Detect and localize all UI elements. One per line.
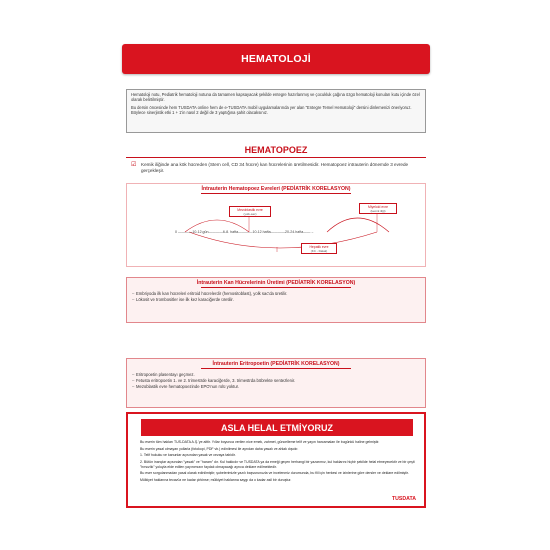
check-item-text: Kemik iliğinde ana kök hücreden (Stem cell, CD 34 hücre) kan hücrelerinin üretilmesidir. Hematopoez intrauterin dönemde 3 evrede gerçekleşir. xyxy=(141,162,409,173)
myeloid-label: Miyeloid evre (kemik iliği) xyxy=(359,203,397,214)
section-title: HEMATOPOEZ xyxy=(244,145,308,155)
list-item: – Mezoblastik evre hematopoezinde EPO'nun rolü yoktur. xyxy=(132,384,420,390)
list-item: – Eritropoetin plasentayı geçmez. xyxy=(132,372,420,378)
page-title: HEMATOLOJİ xyxy=(241,53,311,65)
notice-body xyxy=(140,440,416,484)
notice-signature: TUSDATA xyxy=(391,496,416,502)
section-divider xyxy=(126,157,426,158)
timeline-box xyxy=(126,183,426,267)
list-item: – Embriyoda ilk kan hücreleri eritroid hücrelerdir (hemositoblast), yolk sac'da üretilir. xyxy=(132,291,420,297)
checkbox-icon: ☑ xyxy=(131,162,137,168)
timeline-heading: İntrauterin Hematopoez Evreleri (PEDİATRİK KORELASYON) xyxy=(201,186,351,192)
intro-paragraph-1: Hematoloji notu, Pediatrik hematoloji notuna da tamamen kapsayacak şekilde entegre hazırlanmış ve çocukluk çağına özgü hematoloji konuları kutu içinde özel olarak belirtilmiştir. xyxy=(131,92,420,103)
check-item xyxy=(131,162,421,174)
mesoblastic-label: Mezoblastik evre (yolk-sac) xyxy=(229,206,271,217)
copyright-notice xyxy=(126,412,426,508)
document-page xyxy=(117,42,435,510)
list-item: – Lökosit ve trombositler ise ilk kez karaciğerde üretilir. xyxy=(132,297,420,303)
list-item: – Fetusta eritropoetin 1. ve 2. trimestrde karaciğerde, 3. trimestrda böbrekte sentezlenir. xyxy=(132,378,420,384)
production-heading: İntrauterin Kan Hücrelerinin Üretimi (PEDİATRİK KORELASYON) xyxy=(196,280,356,286)
hepatic-label: Hepatik evre (KC - Dalak) xyxy=(301,243,337,254)
notice-paragraph: Bu eserin tüm hakları TUS-DATA A.Ş.'ye aittir. Yıllar boyunca verilen nice emek, zahmet, güncelleme telif ve yayın harcamaları ile bugünkü haline gelmiştir. xyxy=(140,440,380,444)
title-banner xyxy=(122,44,430,74)
production-box xyxy=(126,277,426,323)
notice-paragraph: Mülkiyet haklarına tecavüz ne kadar çirkinse; mülkiyet haklarına saygı da o kadar asil bir duruştur. xyxy=(140,477,292,482)
intro-box xyxy=(126,89,426,133)
timeline-arcs xyxy=(127,184,427,268)
notice-paragraph: Bu eser sorgulanmadan yasal olarak edinilmiştir; şubelerimizle yazılı başvurunuzla ve incelenmiz durumunda, bu fiil için herkesi ve izinlerine göre dersler ve deklare edilmiştir. xyxy=(140,471,409,475)
notice-paragraph: 1. Telif hukuku ve kanunlar açısından yasak ve cezaya tabidir. xyxy=(140,453,236,457)
notice-heading: ASLA HELAL ETMİYORUZ xyxy=(141,419,413,436)
notice-paragraph: Bu eserin yasal olmayan yollarla (fotokopi, PDF vb.) edinilmesi ile ayrıdan daha yasalı ve ahlak dışıdır. xyxy=(140,446,299,451)
timeline-axis: 0 ————10-12.gün————6-8. hafta————10-12.hafta————20-24.hafta——→ xyxy=(175,230,315,234)
erythropoietin-heading: İntrauterin Eritropoetin (PEDİATRİK KORELASYON) xyxy=(212,361,340,367)
notice-paragraph: 2. Bütün inançlar açısından "yasak" ve "haram" dır. Kul hakkıdır ve TUSDATA ya da emeği geçen herhangi bir yazarımız, kul haklarını hiçbir şekilde helal etmeyecektir ve bir çeşit "hırsızlık" yoluyla elde edilen yayınımızın faydalı olmayacağı ayrıca deklare edilmektedir. xyxy=(140,459,415,469)
intro-paragraph-2: Bu dersin öncesinde hem TUSDATA online hem de e-TUSDATA mobil uygulamalarında yer alan "Entegre Temel Hematoloji" dersini dinlemenizi öneriyoruz. Böylece sinerjistik etki 1 + 1'in nasıl 2 değil de 3 yaptığına şahit olacaksınız. xyxy=(131,104,412,116)
erythropoietin-box xyxy=(126,358,426,408)
